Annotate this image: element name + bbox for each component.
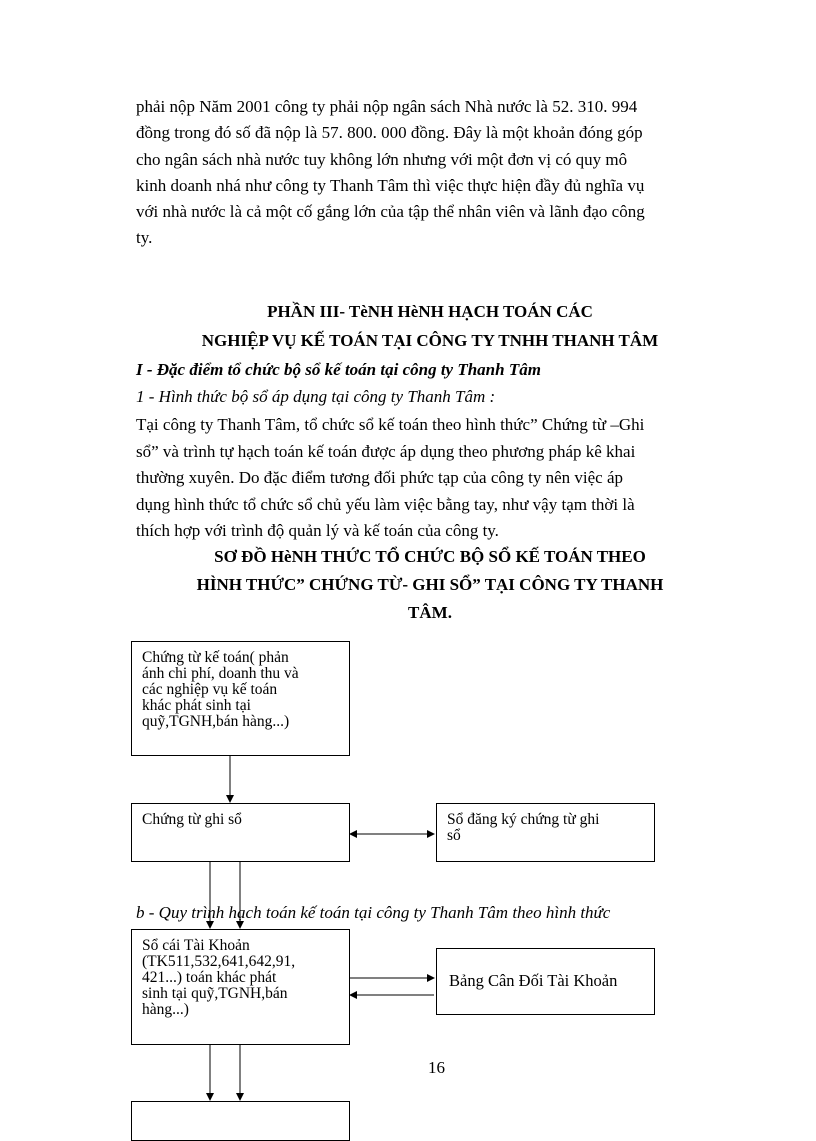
- box-source-documents: [131, 641, 350, 756]
- text-line: ty.: [136, 228, 153, 248]
- text-line: thường xuyên. Do đặc điểm tương đối phức tạp của công ty nên việc áp: [136, 468, 624, 487]
- text-line: đồng trong đó số đã nộp là 57. 800. 000 đồng. Đây là một khoản đóng góp: [136, 123, 643, 143]
- diagram-heading-line3: TÂM.: [408, 603, 452, 622]
- box-text-line: khác phát sinh tại: [142, 697, 251, 714]
- subsection-title: 1 - Hình thức bộ sổ áp dụng tại công ty Thanh Tâm :: [136, 387, 496, 406]
- box-text-line: (TK511,532,641,642,91,: [142, 953, 296, 970]
- box-text-line: Bảng Cân Đối Tài Khoản: [449, 971, 618, 990]
- text-line: sổ” và trình tự hạch toán kế toán được áp dụng theo phương pháp kê khai: [136, 441, 636, 461]
- box-text-line: sinh tại quỹ,TGNH,bán: [142, 985, 288, 1002]
- part-heading-line2: NGHIỆP VỤ KẾ TOÁN TẠI CÔNG TY TNHH THANH TÂM: [201, 331, 659, 350]
- box-text-line: hàng...): [142, 1001, 189, 1018]
- page-number: 16: [428, 1058, 445, 1077]
- text-line: kinh doanh nhá như công ty Thanh Tâm thì việc thực hiện đầy đủ nghĩa vụ: [136, 175, 645, 195]
- text-line: cho ngân sách nhà nước tuy không lớn nhưng với một đơn vị có quy mô: [136, 149, 628, 169]
- box-text-line: Sổ đăng ký chứng từ ghi: [447, 811, 600, 828]
- box-text-line: ánh chi phí, doanh thu và: [142, 665, 299, 682]
- diagram-heading-line1: SƠ ĐỒ HèNH THỨC TỔ CHỨC BỘ SỔ KẾ TOÁN THEO: [214, 547, 646, 566]
- part-heading-line1: PHẦN III- TèNH HèNH HẠCH TOÁN CÁC: [267, 302, 593, 321]
- box-general-ledger: [131, 929, 350, 1045]
- box-text-line: quỹ,TGNH,bán hàng...): [142, 713, 290, 730]
- text-line: Tại công ty Thanh Tâm, tổ chức sổ kế toán theo hình thức” Chứng từ –Ghi: [136, 415, 645, 434]
- box-text-line: các nghiệp vụ kế toán: [142, 681, 278, 698]
- box-text-line: Sổ cái Tài Khoản: [142, 937, 250, 954]
- text-line: với nhà nước là cả một cố gắng lớn của tập thể nhân viên và lãnh đạo công: [136, 202, 645, 222]
- text-line: thích hợp với trình độ quản lý và kế toán của công ty.: [136, 521, 499, 540]
- process-subheading: b - Quy trình hạch toán kế toán tại công ty Thanh Tâm theo hình thức: [136, 903, 611, 922]
- diagram-heading-line2: HÌNH THỨC” CHỨNG TỪ- GHI SỔ” TẠI CÔNG TY THANH: [196, 575, 664, 594]
- section-title: I - Đặc điểm tổ chức bộ sổ kế toán tại công ty Thanh Tâm: [136, 360, 541, 379]
- box-text-line: Chứng từ kế toán( phản: [142, 649, 289, 666]
- box-text-line: sổ: [447, 827, 461, 844]
- box-trial-balance: [436, 948, 655, 1015]
- text-line: phải nộp Năm 2001 công ty phải nộp ngân sách Nhà nước là 52. 310. 994: [136, 97, 638, 116]
- box-text-line: Chứng từ ghi sổ: [142, 811, 242, 828]
- box-voucher: [131, 803, 350, 862]
- box-voucher-register: [436, 803, 655, 862]
- box-next-step: [131, 1101, 350, 1141]
- text-line: dụng hình thức tổ chức sổ chủ yếu làm việc bằng tay, như vậy tạm thời là: [136, 494, 635, 514]
- box-text-line: 421...) toán khác phát: [142, 969, 277, 986]
